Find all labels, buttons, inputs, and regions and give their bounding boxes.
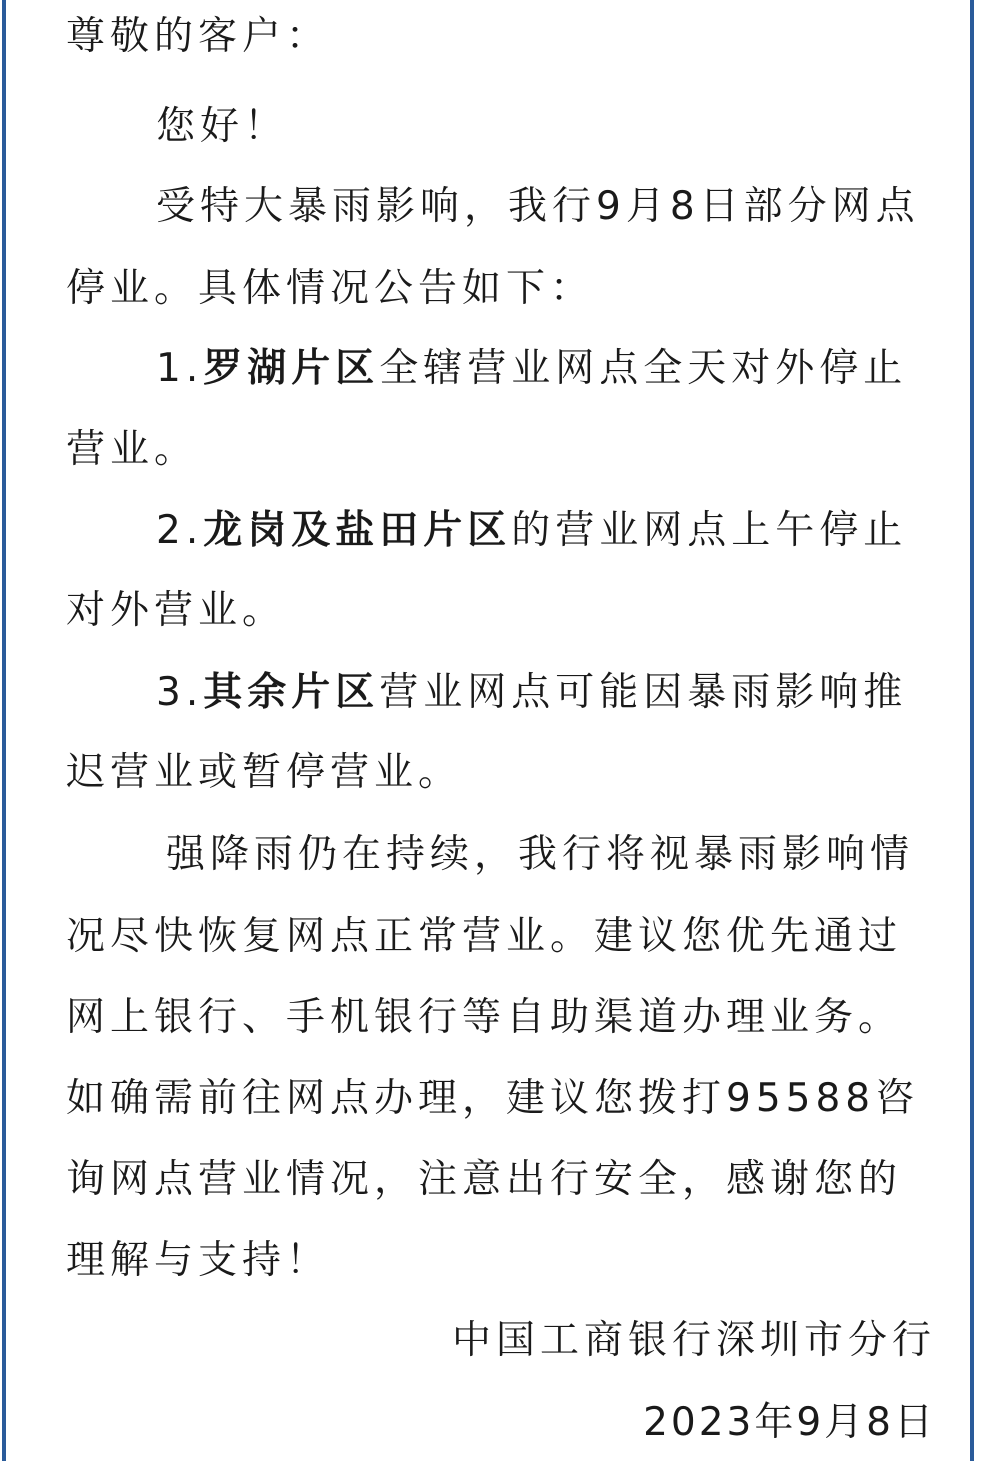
intro-line-1: 受特大暴雨影响，我行9月8日部分网点: [156, 184, 920, 229]
closing-line-2: 况尽快恢复网点正常营业。建议您优先通过: [66, 914, 903, 959]
item-2-text: 的营业网点上午停止: [511, 508, 908, 553]
salutation: 尊敬的客户：: [66, 14, 331, 59]
closing-line-1: 强降雨仍在持续，我行将视暴雨影响情: [166, 832, 915, 877]
signature: 中国工商银行深圳市分行: [451, 1318, 936, 1363]
item-1-number: 1.: [156, 346, 204, 391]
item-3-number: 3.: [156, 670, 204, 715]
closing-line-5: 询网点营业情况，注意出行安全，感谢您的: [66, 1157, 903, 1202]
closing-line-3: 网上银行、手机银行等自助渠道办理业务。: [66, 995, 903, 1040]
item-3-line-2: 迟营业或暂停营业。: [66, 750, 463, 795]
date: 2023年9月8日: [643, 1400, 936, 1445]
item-3-area: 其余片区: [203, 670, 380, 715]
item-3-line-1: [156, 668, 907, 718]
frame-border-right: [970, 0, 974, 1461]
intro-line-2: 停业。具体情况公告如下：: [66, 266, 595, 311]
item-2-number: 2.: [156, 508, 204, 553]
item-2-area: 龙岗及盐田片区: [203, 508, 512, 553]
item-1-line-1: [156, 344, 907, 394]
item-2-line-1: [156, 506, 907, 556]
greeting: 您好！: [156, 104, 289, 149]
item-1-area: 罗湖片区: [203, 346, 380, 391]
item-1-line-2: 营业。: [66, 427, 199, 472]
item-3-text: 营业网点可能因暴雨影响推: [379, 670, 908, 715]
item-2-line-2: 对外营业。: [66, 588, 287, 633]
frame-border-left: [2, 0, 6, 1461]
item-1-text: 全辖营业网点全天对外停止: [379, 346, 908, 391]
closing-line-4: 如确需前往网点办理，建议您拨打95588咨: [66, 1076, 920, 1121]
closing-line-6: 理解与支持！: [66, 1238, 331, 1283]
